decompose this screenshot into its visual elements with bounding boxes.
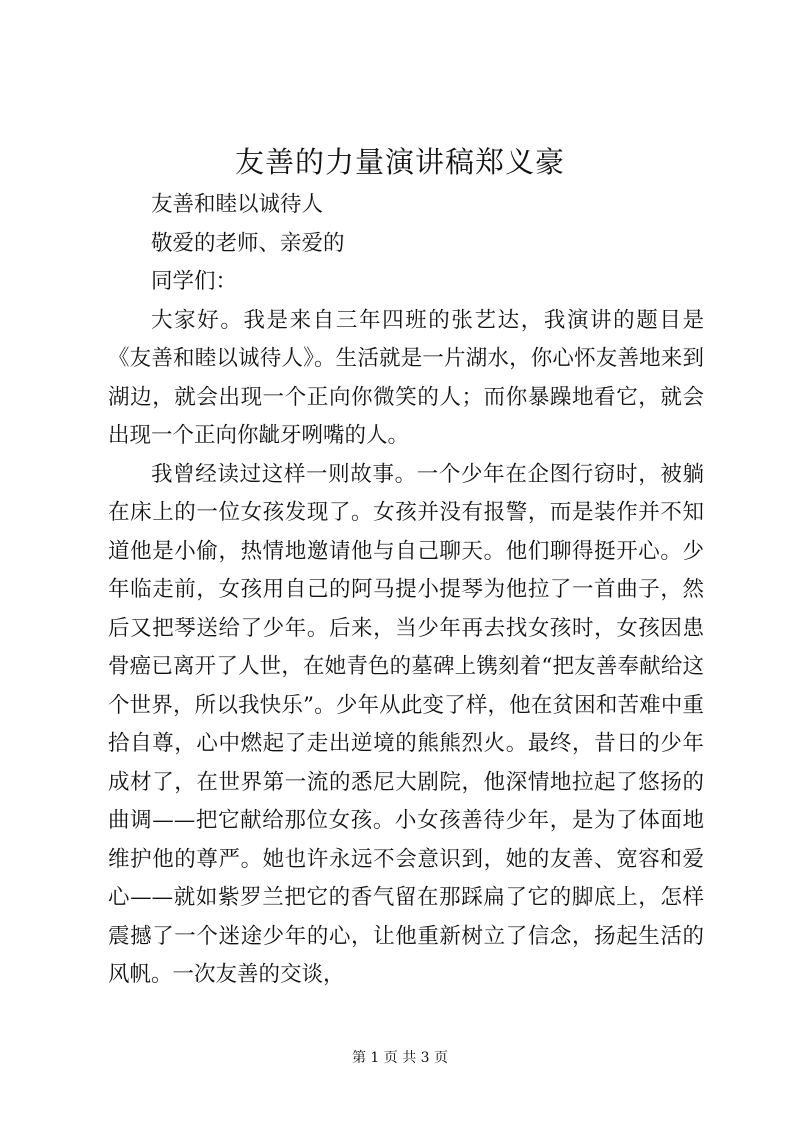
document-body xyxy=(108,186,704,995)
document-title: 友善的力量演讲稿郑义豪 xyxy=(234,145,565,179)
page-number-footer: 第 1 页 共 3 页 xyxy=(351,1050,449,1066)
paragraph-intro: 大家好。我是来自三年四班的张艺达，我演讲的题目是《友善和睦以诚待人》。生活就是一片湖水，你心怀友善地来到湖边，就会出现一个正向你微笑的人；而你暴躁地看它，就会出现一个正向你龇牙咧嘴的人。 xyxy=(108,307,704,448)
paragraph-story: 我曾经读过这样一则故事。一个少年在企图行窃时，被躺在床上的一位女孩发现了。女孩并没有报警，而是装作并不知道他是小偷，热情地邀请他与自己聊天。他们聊得挺开心。少年临走前，女孩用自己的阿马提小提琴为他拉了一首曲子，然后又把琴送给了少年。后来，当少年再去找女孩时，女孩因患骨癌已离开了人世，在她青色的墓碑上镌刻着“把友善奉献给这个世界，所以我快乐”。少年从此变了样，他在贫困和苦难中重拾自尊，心中燃起了走出逆境的熊熊烈火。最终，昔日的少年成材了，在世界第一流的悉尼大剧院，他深情地拉起了悠扬的曲调——把它献给那位女孩。小女孩善待少年，是为了体面地维护他的尊严。她也许永远不会意识到，她的友善、宽容和爱心——就如紫罗兰把它的香气留在那踩扁了它的脚底上，怎样震撼了一个迷途少年的心，让他重新树立了信念，扬起生活的风帆。一次友善的交谈， xyxy=(108,461,704,987)
paragraph-salutation: 敬爱的老师、亲爱的 xyxy=(151,230,345,256)
paragraph-subtitle: 友善和睦以诚待人 xyxy=(151,192,324,217)
paragraph-salutation-cont: 同学们： xyxy=(151,269,238,294)
